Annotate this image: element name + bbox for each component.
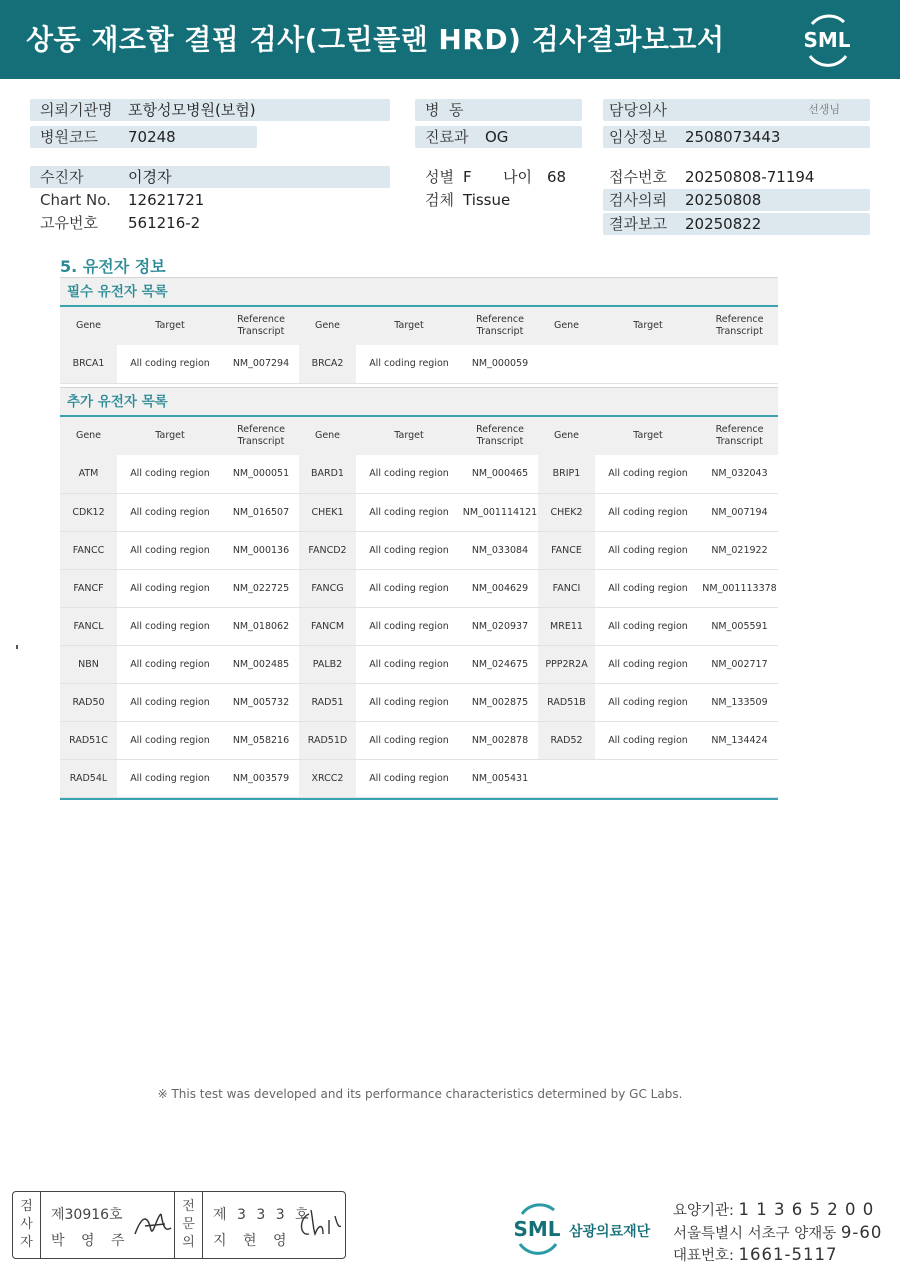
report-date-label: 결과보고: [609, 215, 667, 233]
target-cell: All coding region: [356, 531, 462, 569]
required-genes-section: [60, 277, 778, 384]
gene-cell: FANCF: [60, 569, 117, 607]
transcript-cell: NM_005591: [701, 607, 778, 645]
section-title: 5. 유전자 정보: [60, 257, 166, 276]
request-date-field: [603, 189, 870, 211]
clinical-info-value: 2508073443: [685, 128, 781, 146]
request-date-value: 20250808: [685, 191, 762, 209]
transcript-cell: NM_018062: [223, 607, 299, 645]
reference-transcript-header: [223, 417, 299, 455]
target-cell: All coding region: [356, 645, 462, 683]
transcript-cell: NM_000051: [223, 455, 299, 493]
doctor-label: 담당의사: [609, 101, 667, 119]
target-cell: All coding region: [117, 569, 223, 607]
specimen-field: [415, 189, 582, 211]
target-cell: All coding region: [117, 645, 223, 683]
reference-header-line1: Reference: [476, 314, 524, 325]
additional-genes-body: [60, 455, 778, 797]
footer-logo-text: SML: [513, 1217, 561, 1241]
ward-field: [415, 99, 582, 121]
logo-text: SML: [803, 28, 851, 52]
gene-cell: CHEK2: [538, 493, 595, 531]
empty-cell: [595, 345, 701, 383]
target-cell: All coding region: [356, 569, 462, 607]
unique-no-value: 561216-2: [128, 214, 201, 232]
specialist-license: 제 3 3 3 호: [213, 1207, 312, 1223]
gene-cell: CHEK1: [299, 493, 356, 531]
examiner-label: [13, 1192, 41, 1258]
receipt-no-value: 20250808-71194: [685, 168, 815, 186]
reference-header-line1: Reference: [715, 314, 764, 325]
target-cell: All coding region: [595, 721, 701, 759]
gene-cell: PALB2: [299, 645, 356, 683]
target-header: Target: [356, 307, 462, 345]
hospital-code-label: 병원코드: [40, 128, 98, 146]
signature-box: [12, 1191, 346, 1259]
table-row: [60, 645, 778, 683]
transcript-cell: NM_133509: [701, 683, 778, 721]
receipt-no-label: 접수번호: [609, 168, 667, 186]
transcript-cell: NM_000465: [462, 455, 538, 493]
additional-genes-section: [60, 387, 778, 800]
examiner-signature: [131, 1206, 175, 1242]
required-genes-table: [60, 307, 778, 384]
reference-header-line1: Reference: [237, 424, 285, 435]
reference-header-line1: Reference: [476, 424, 524, 435]
reference-header-line2: Transcript: [237, 326, 285, 337]
patient-name-label: 수진자: [40, 168, 84, 186]
transcript-cell: NM_007294: [223, 345, 299, 383]
transcript-cell: NM_002717: [701, 645, 778, 683]
transcript-cell: NM_001113378: [701, 569, 778, 607]
report-date-field: [603, 213, 870, 235]
transcript-cell: NM_134424: [701, 721, 778, 759]
target-cell: All coding region: [356, 455, 462, 493]
target-cell: All coding region: [595, 455, 701, 493]
target-cell: All coding region: [356, 493, 462, 531]
table-row: [60, 759, 778, 797]
vertical-label-char: 사: [20, 1217, 33, 1232]
patient-name-value: 이경자: [128, 168, 172, 186]
unique-no-label: 고유번호: [40, 214, 98, 232]
reference-header-line2: Transcript: [476, 436, 524, 447]
gene-cell: MRE11: [538, 607, 595, 645]
reference-header-line2: Transcript: [716, 436, 763, 447]
department-value: OG: [485, 128, 509, 146]
target-cell: All coding region: [595, 569, 701, 607]
target-cell: All coding region: [595, 493, 701, 531]
hospital-code-field: [30, 126, 257, 148]
gene-cell: FANCE: [538, 531, 595, 569]
footer-org-name: 삼광의료재단: [569, 1224, 651, 1240]
clinical-info-field: [603, 126, 870, 148]
additional-genes-table: [60, 417, 778, 798]
department-field: [415, 126, 582, 148]
footnote: ※ This test was developed and its performance characteristics determined by GC Labs.: [157, 1087, 683, 1101]
vertical-label-char: 문: [182, 1217, 195, 1232]
transcript-cell: NM_000136: [223, 531, 299, 569]
specimen-label: 검체: [425, 191, 454, 209]
gene-cell: FANCI: [538, 569, 595, 607]
footer-phone: [673, 1244, 837, 1265]
gene-cell: FANCC: [60, 531, 117, 569]
gene-header: Gene: [538, 307, 595, 345]
transcript-cell: NM_002878: [462, 721, 538, 759]
transcript-cell: NM_004629: [462, 569, 538, 607]
hospital-code-value: 70248: [128, 128, 176, 146]
gene-cell: PPP2R2A: [538, 645, 595, 683]
target-cell: All coding region: [117, 455, 223, 493]
specialist-name: 지 현 영: [213, 1233, 293, 1249]
transcript-cell: NM_005431: [462, 759, 538, 797]
doctor-suffix: 선생님: [808, 103, 840, 116]
gene-cell: XRCC2: [299, 759, 356, 797]
gene-cell: FANCG: [299, 569, 356, 607]
transcript-cell: NM_022725: [223, 569, 299, 607]
gene-cell: RAD51C: [60, 721, 117, 759]
gene-cell: FANCL: [60, 607, 117, 645]
vertical-label-char: 의: [182, 1235, 195, 1250]
target-cell: All coding region: [356, 683, 462, 721]
institution-code-label: 요양기관:: [673, 1203, 739, 1219]
target-cell: All coding region: [356, 607, 462, 645]
target-header: Target: [117, 307, 223, 345]
vertical-label-char: 전: [182, 1199, 195, 1214]
gene-cell: RAD51B: [538, 683, 595, 721]
table-header-row: [60, 417, 778, 455]
target-cell: All coding region: [117, 607, 223, 645]
specimen-value: Tissue: [463, 191, 511, 209]
target-cell: All coding region: [595, 531, 701, 569]
reference-transcript-header: [462, 307, 538, 345]
department-label: 진료과: [425, 128, 469, 146]
sex-value: F: [463, 168, 472, 186]
target-header: Target: [117, 417, 223, 455]
target-cell: All coding region: [117, 345, 223, 383]
gene-cell: RAD54L: [60, 759, 117, 797]
gene-header: Gene: [538, 417, 595, 455]
reference-header-line2: Transcript: [237, 436, 285, 447]
target-header: Target: [356, 417, 462, 455]
margin-mark: [16, 645, 18, 649]
age-label: 나이: [503, 168, 532, 186]
empty-cell: [701, 345, 778, 383]
gene-cell: FANCD2: [299, 531, 356, 569]
chart-no-value: 12621721: [128, 191, 205, 209]
required-genes-body: [60, 345, 778, 383]
transcript-cell: NM_058216: [223, 721, 299, 759]
sex-age-field: [415, 166, 582, 188]
target-cell: All coding region: [595, 645, 701, 683]
table-row: [60, 721, 778, 759]
examiner-license: 제30916호: [51, 1207, 123, 1223]
transcript-cell: NM_007194: [701, 493, 778, 531]
transcript-cell: NM_032043: [701, 455, 778, 493]
institution-value: 포항성모병원(보험): [128, 101, 256, 119]
target-cell: All coding region: [356, 721, 462, 759]
target-header: Target: [595, 307, 701, 345]
request-date-label: 검사의뢰: [609, 191, 667, 209]
table-row: [60, 607, 778, 645]
target-cell: All coding region: [595, 607, 701, 645]
gene-cell: NBN: [60, 645, 117, 683]
target-cell: All coding region: [117, 493, 223, 531]
transcript-cell: NM_016507: [223, 493, 299, 531]
empty-cell: [595, 759, 701, 797]
patient-name-field: [30, 166, 390, 188]
footer-logo-icon: [510, 1200, 564, 1256]
target-cell: All coding region: [356, 345, 462, 383]
transcript-cell: NM_002875: [462, 683, 538, 721]
ward-label: 병 동: [425, 101, 464, 119]
empty-cell: [538, 345, 595, 383]
table-row: [60, 345, 778, 383]
required-genes-title: 필수 유전자 목록: [60, 277, 778, 307]
table-row: [60, 455, 778, 493]
target-cell: All coding region: [595, 683, 701, 721]
specialist-signature: [295, 1206, 341, 1242]
reference-header-line2: Transcript: [476, 326, 524, 337]
table-row: [60, 569, 778, 607]
examiner-name: 박 영 주: [51, 1233, 131, 1249]
receipt-no-field: [603, 166, 870, 188]
examiner-label-text: [13, 1198, 40, 1252]
chart-no-field: [30, 189, 390, 211]
additional-genes-title: 추가 유전자 목록: [60, 387, 778, 417]
gene-cell: BARD1: [299, 455, 356, 493]
reference-transcript-header: [701, 307, 778, 345]
transcript-cell: NM_020937: [462, 607, 538, 645]
footer-institution-code: [673, 1199, 874, 1220]
reference-header-line2: Transcript: [716, 326, 763, 337]
transcript-cell: NM_005732: [223, 683, 299, 721]
footer-address: [673, 1222, 882, 1243]
reference-header-line1: Reference: [237, 314, 285, 325]
sex-label: 성별: [425, 168, 454, 186]
gene-header: Gene: [299, 307, 356, 345]
sml-logo-icon: [798, 12, 856, 68]
address-text: 서울특별시 서초구 양재동: [673, 1226, 841, 1242]
transcript-cell: NM_033084: [462, 531, 538, 569]
target-header: Target: [595, 417, 701, 455]
table-header-row: [60, 307, 778, 345]
gene-cell: BRIP1: [538, 455, 595, 493]
age-value: 68: [547, 168, 567, 186]
phone-label: 대표번호:: [673, 1248, 739, 1264]
report-date-value: 20250822: [685, 215, 762, 233]
doctor-field: [603, 99, 870, 121]
specialist-label: [175, 1192, 203, 1258]
vertical-label-char: 자: [20, 1235, 33, 1250]
reference-transcript-header: [462, 417, 538, 455]
gene-cell: RAD52: [538, 721, 595, 759]
transcript-cell: NM_003579: [223, 759, 299, 797]
gene-header: Gene: [60, 417, 117, 455]
chart-no-label: Chart No.: [40, 191, 111, 209]
clinical-info-label: 임상정보: [609, 128, 667, 146]
gene-cell: BRCA2: [299, 345, 356, 383]
institution-field: [30, 99, 390, 121]
target-cell: All coding region: [356, 759, 462, 797]
unique-no-field: [30, 212, 390, 234]
table-row: [60, 531, 778, 569]
target-cell: All coding region: [117, 531, 223, 569]
reference-header-line1: Reference: [715, 424, 764, 435]
target-cell: All coding region: [117, 721, 223, 759]
gene-cell: FANCM: [299, 607, 356, 645]
institution-code-value: 1 1 3 6 5 2 0 0: [738, 1200, 875, 1219]
transcript-cell: NM_002485: [223, 645, 299, 683]
transcript-cell: NM_000059: [462, 345, 538, 383]
table-row: [60, 683, 778, 721]
report-header: [0, 0, 900, 79]
gene-header: Gene: [299, 417, 356, 455]
empty-cell: [701, 759, 778, 797]
specialist-label-text: [175, 1198, 202, 1252]
table-row: [60, 493, 778, 531]
gene-cell: BRCA1: [60, 345, 117, 383]
transcript-cell: NM_024675: [462, 645, 538, 683]
report-title: 상동 재조합 결핍 검사(그린플랜 HRD) 검사결과보고서: [26, 23, 725, 56]
gene-cell: CDK12: [60, 493, 117, 531]
institution-label: 의뢰기관명: [40, 101, 113, 119]
empty-cell: [538, 759, 595, 797]
gene-cell: RAD51: [299, 683, 356, 721]
gene-cell: RAD50: [60, 683, 117, 721]
gene-header: Gene: [60, 307, 117, 345]
vertical-label-char: 검: [20, 1199, 33, 1214]
transcript-cell: NM_021922: [701, 531, 778, 569]
reference-transcript-header: [223, 307, 299, 345]
gene-cell: ATM: [60, 455, 117, 493]
transcript-cell: NM_001114121: [462, 493, 538, 531]
phone-value: 1661-5117: [738, 1245, 838, 1264]
target-cell: All coding region: [117, 683, 223, 721]
reference-transcript-header: [701, 417, 778, 455]
target-cell: All coding region: [117, 759, 223, 797]
gene-cell: RAD51D: [299, 721, 356, 759]
address-number: 9-60: [840, 1223, 883, 1242]
